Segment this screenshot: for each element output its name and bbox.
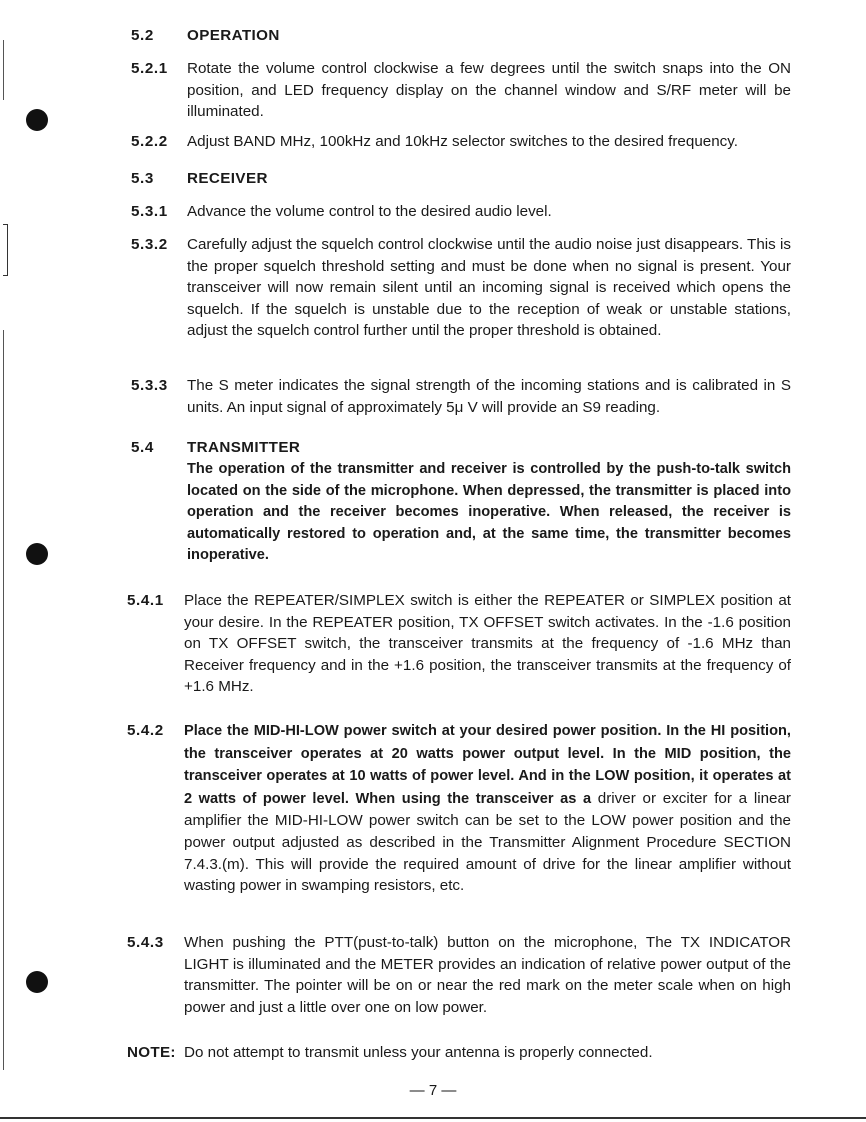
section-5-3-title: RECEIVER <box>187 170 268 187</box>
punch-hole-2 <box>26 543 48 565</box>
section-5-2-2-number: 5.2.2 <box>131 133 168 150</box>
note-text: Do not attempt to transmit unless your antenna is properly connected. <box>184 1044 653 1061</box>
section-5-4-3-number: 5.4.3 <box>127 934 164 951</box>
section-5-2-number: 5.2 <box>131 27 154 44</box>
bottom-rule <box>0 1117 866 1119</box>
section-5-4-3-text: When pushing the PTT(pust-to-talk) button on the microphone, The TX INDICATOR LIGHT is illuminated and the METER provides an indication of relative power output of the transmitter. The pointer will be on or near the red mark on the meter scale when on high power and just a little over one on low power. <box>184 934 791 1016</box>
section-5-4-2-bold-text: Place the MID-HI-LOW power switch at your desired power position. In the HI position, the transceiver operates at 20 watts power output level. In the MID position, the transceiver operates at 10 watts of power level. And in the LOW position, it operates at 2 watts of power level. When using the transceiver as a <box>184 723 791 807</box>
section-5-2-1-text: Rotate the volume control clockwise a few degrees until the switch snaps into the ON position, and LED frequency display on the channel window and S/RF meter will be illuminated. <box>187 60 791 121</box>
section-5-4-1-text: Place the REPEATER/SIMPLEX switch is either the REPEATER or SIMPLEX position at your desire. In the REPEATER position, TX OFFSET switch activates. In the -1.6 position on TX OFFSET switch, the transceiver transmits at the frequency of -1.6 MHz than Receiver frequency and in the +1.6 position, the transceiver transmits at the frequency of +1.6 MHz. <box>184 592 791 696</box>
scan-edge-bracket <box>3 224 8 276</box>
section-5-4-1-number: 5.4.1 <box>127 592 164 609</box>
section-5-4-2-normal-text: driver or exciter for a linear amplifier the MID-HI-LOW power switch can be set to the LOW power position and the power output adjusted as described in the Transmitter Alignment Procedure SECTION 7.4.3.(m). This will provide the required amount of drive for the linear amplifier without wasting power in swamping resistors, etc. <box>184 789 791 895</box>
page-number: — 7 — <box>409 1082 457 1099</box>
section-5-3-3-text: The S meter indicates the signal strength of the incoming stations and is calibrated in S units. An input signal of approximately 5μ V will provide an S9 reading. <box>187 377 791 416</box>
punch-hole-1 <box>26 109 48 131</box>
section-5-4-2-text <box>184 720 791 897</box>
scan-edge-line <box>3 40 4 100</box>
section-5-4-2-number: 5.4.2 <box>127 722 164 739</box>
note-label: NOTE: <box>127 1044 176 1061</box>
section-5-2-title: OPERATION <box>187 27 280 44</box>
section-5-2-2-text: Adjust BAND MHz, 100kHz and 10kHz selector switches to the desired frequency. <box>187 133 738 150</box>
section-5-3-1-text: Advance the volume control to the desired audio level. <box>187 203 552 220</box>
punch-hole-3 <box>26 971 48 993</box>
section-5-3-3-number: 5.3.3 <box>131 377 168 394</box>
section-5-3-number: 5.3 <box>131 170 154 187</box>
section-5-3-1-number: 5.3.1 <box>131 203 168 220</box>
section-5-3-2-number: 5.3.2 <box>131 236 168 253</box>
section-5-4-text: The operation of the transmitter and receiver is controlled by the push-to-talk switch located on the side of the microphone. When depressed, the transmitter is placed into operation and the receiver becomes inoperative. When released, the receiver is automatically restored to operation and, at the same time, the transmitter becomes inoperative. <box>187 461 791 564</box>
scan-edge-line <box>3 330 4 1070</box>
section-5-4-title: TRANSMITTER <box>187 439 301 456</box>
section-5-4-number: 5.4 <box>131 439 154 456</box>
section-5-3-2-text: Carefully adjust the squelch control clockwise until the audio noise just disappears. This is the proper squelch threshold setting and must be done when no signal is present. Your transceiver will now remain silent until an incoming signal is received which opens the squelch. If the squelch is unstable due to the reception of weak or unstable stations, adjust the squelch control further until the proper threshold is obtained. <box>187 236 791 340</box>
section-5-2-1-number: 5.2.1 <box>131 60 168 77</box>
